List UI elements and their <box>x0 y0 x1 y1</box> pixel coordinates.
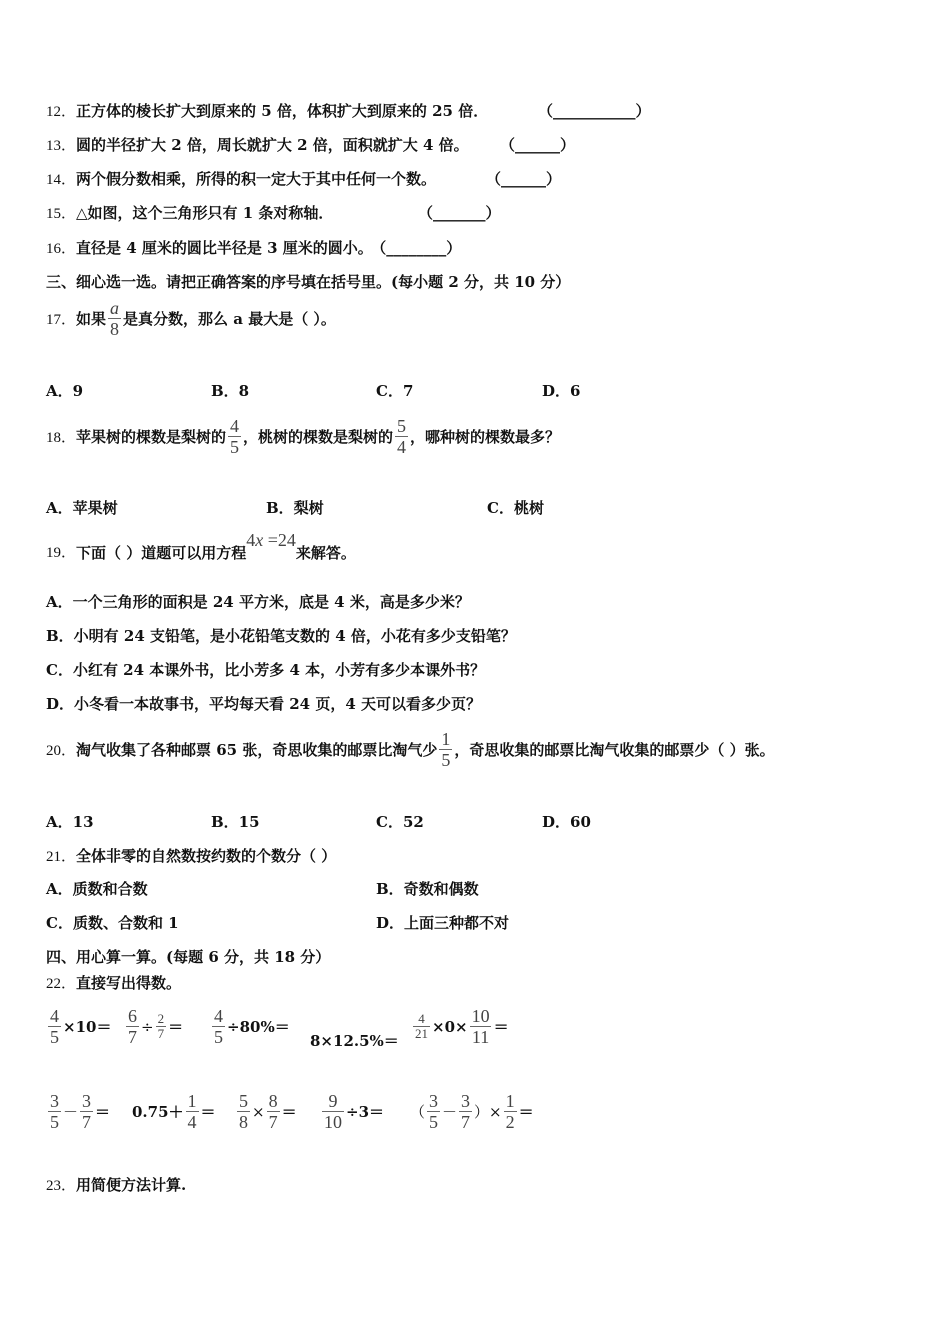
fraction-numerator: 4 <box>418 1011 425 1026</box>
fraction-a-over-8 <box>108 298 121 339</box>
expression-tail: ＝ <box>168 1018 184 1036</box>
expression-tail: ÷80%＝ <box>227 1018 290 1036</box>
fraction-numerator: 4 <box>50 1006 59 1026</box>
section-4-heading: 四、用心算一算。(每题 6 分，共 18 分） <box>46 948 331 966</box>
fraction-numerator: 8 <box>268 1091 278 1111</box>
calc-expression-4 <box>310 1030 399 1051</box>
calc-expression-5 <box>411 1006 509 1047</box>
option-b[interactable]: B．小明有 24 支铅笔，是小花铅笔支数的 4 倍，小花有多少支铅笔？ <box>46 627 516 645</box>
question-17 <box>46 298 336 339</box>
calc-expression-10 <box>410 1091 534 1132</box>
question-15 <box>46 203 333 224</box>
fraction-denominator: 5 <box>230 437 240 457</box>
option-a[interactable]: A．质数和合数 <box>46 880 148 898</box>
fraction-denominator: 7 <box>268 1112 278 1132</box>
question-text-pre: 下面（ ）道题可以用方程 <box>76 544 247 562</box>
fraction-numerator: 5 <box>397 416 407 436</box>
fraction-numerator: 1 <box>441 729 451 749</box>
option-a[interactable]: A．一个三角形的面积是 24 平方米，底是 4 米，高是多少米？ <box>46 593 470 611</box>
question-number: 22． <box>46 976 77 992</box>
fraction-denominator: 5 <box>429 1112 439 1132</box>
question-text: 用简便方法计算. <box>76 1176 187 1194</box>
equation-4x-24 <box>246 530 296 551</box>
calc-expression-8 <box>235 1091 297 1132</box>
fraction-numerator: 3 <box>82 1091 92 1111</box>
expression-text: 8×12.5%＝ <box>310 1032 399 1050</box>
question-13 <box>46 135 469 156</box>
calc-expression-6 <box>46 1091 110 1132</box>
option-c[interactable]: C．52 <box>376 813 424 831</box>
fraction-denominator: 10 <box>324 1112 342 1132</box>
question-text-mid: ，桃树的棵数是梨树的 <box>243 428 394 446</box>
expression-mid: ×0× <box>432 1017 468 1036</box>
fraction-denominator: 7 <box>128 1027 137 1047</box>
expression-tail: ＝ <box>518 1103 534 1121</box>
fraction <box>48 1006 61 1047</box>
fraction-numerator: 9 <box>328 1091 338 1111</box>
fraction <box>186 1091 199 1132</box>
option-d[interactable]: D．60 <box>542 813 591 831</box>
question-number: 21． <box>46 849 77 865</box>
fraction-numerator: 1 <box>505 1091 515 1111</box>
fraction-denominator: 7 <box>157 1026 165 1041</box>
section-3-heading: 三、细心选一选。请把正确答案的序号填在括号里。(每小题 2 分，共 10 分） <box>46 273 571 291</box>
question-number: 12． <box>46 104 77 120</box>
question-text: 正方体的棱长扩大到原来的 5 倍，体积扩大到原来的 25 倍． <box>76 102 489 120</box>
fraction-denominator: 4 <box>187 1112 197 1132</box>
fraction-denominator: 5 <box>214 1027 223 1047</box>
expression-tail: ×10＝ <box>63 1018 112 1036</box>
fraction-numerator: 4 <box>214 1006 223 1026</box>
calc-expression-9 <box>320 1091 384 1132</box>
option-a[interactable]: A．9 <box>46 382 84 400</box>
answer-blank-13[interactable]: （______） <box>500 136 576 154</box>
fraction-denominator: 5 <box>50 1112 59 1132</box>
fraction <box>459 1091 472 1132</box>
calc-expression-7 <box>132 1091 216 1132</box>
fraction-denominator: 2 <box>505 1112 515 1132</box>
fraction-numerator: 2 <box>157 1011 165 1026</box>
calc-expression-1 <box>46 1006 111 1047</box>
fraction <box>267 1091 280 1132</box>
question-16 <box>46 238 461 259</box>
question-number: 16． <box>46 241 77 257</box>
option-c[interactable]: C．桃树 <box>487 499 544 517</box>
question-text-post: 来解答。 <box>295 544 356 562</box>
left-paren: （ <box>410 1103 426 1121</box>
fraction-denominator: 11 <box>471 1027 490 1047</box>
fraction-denominator: 5 <box>441 750 451 770</box>
fraction-denominator: 4 <box>397 437 407 457</box>
expression-tail: ÷3＝ <box>346 1103 385 1121</box>
option-c[interactable]: C．小红有 24 本课外书，比小芳多 4 本，小芳有多少本课外书？ <box>46 661 486 679</box>
question-text-pre: 淘气收集了各种邮票 65 张，奇思收集的邮票比淘气少 <box>76 741 438 759</box>
option-d[interactable]: D．上面三种都不对 <box>376 914 510 932</box>
question-22 <box>46 973 181 994</box>
question-21 <box>46 846 336 867</box>
option-d[interactable]: D．6 <box>542 382 581 400</box>
fraction-numerator: 4 <box>230 416 240 436</box>
question-text-post: ，奇思收集的邮票比淘气收集的邮票少（ ）张。 <box>454 741 775 759</box>
fraction <box>48 1091 61 1132</box>
question-12 <box>46 101 488 122</box>
expression-tail: ＝ <box>200 1103 216 1121</box>
option-b[interactable]: B．8 <box>211 382 250 400</box>
fraction-denominator: 21 <box>415 1026 428 1041</box>
option-c[interactable]: C．质数、合数和 1 <box>46 914 179 932</box>
question-text: △如图，这个三角形只有 1 条对称轴． <box>76 204 334 222</box>
calc-expression-2 <box>124 1006 183 1047</box>
right-paren-times: ）× <box>474 1103 502 1121</box>
equation-coefficient: 4 <box>246 530 256 550</box>
expression-tail: ＝ <box>95 1103 111 1121</box>
expression-tail: ＝ <box>281 1103 297 1121</box>
fraction-numerator: 10 <box>471 1006 490 1026</box>
operator: － <box>442 1103 458 1121</box>
fraction-numerator: 3 <box>461 1091 471 1111</box>
operator: － <box>63 1103 79 1121</box>
fraction-1-5 <box>439 729 452 770</box>
question-text: 两个假分数相乘，所得的积一定大于其中任何一个数。 <box>76 170 437 188</box>
fraction-numerator: 5 <box>239 1091 248 1111</box>
fraction-denominator: 5 <box>50 1027 59 1047</box>
question-text-post: 是真分数，那么 a 最大是（ ）。 <box>123 310 336 328</box>
question-text: 直接写出得数。 <box>76 974 182 992</box>
fraction <box>212 1006 225 1047</box>
fraction <box>413 1012 430 1041</box>
option-a[interactable]: A．苹果树 <box>46 499 118 517</box>
fraction-denominator: 8 <box>110 319 120 339</box>
option-b[interactable]: B．奇数和偶数 <box>376 880 479 898</box>
fraction-denominator: 7 <box>82 1112 92 1132</box>
fraction <box>504 1091 517 1132</box>
option-b[interactable]: B．15 <box>211 813 260 831</box>
operator: × <box>252 1102 265 1121</box>
operator: ÷ <box>141 1017 154 1036</box>
answer-blank-15[interactable]: （_______） <box>418 204 501 222</box>
question-14 <box>46 169 436 190</box>
fraction-5-4 <box>395 416 408 457</box>
equation-rest: =24 <box>263 530 296 550</box>
fraction <box>80 1091 93 1132</box>
fraction-numerator: 6 <box>128 1006 137 1026</box>
option-d[interactable]: D．小冬看一本故事书，平均每天看 24 页，4 天可以看多少页？ <box>46 695 481 713</box>
option-c[interactable]: C．7 <box>376 382 414 400</box>
fraction <box>322 1091 344 1132</box>
question-number: 13． <box>46 138 77 154</box>
answer-blank-12[interactable]: （___________） <box>538 102 651 120</box>
answer-blank-16[interactable]: （________） <box>378 239 462 257</box>
question-19 <box>46 531 356 563</box>
fraction <box>237 1091 250 1132</box>
answer-blank-14[interactable]: （______） <box>486 170 562 188</box>
fraction-numerator: a <box>110 298 120 318</box>
question-18 <box>46 416 560 457</box>
fraction <box>427 1091 440 1132</box>
question-number: 18． <box>46 430 77 446</box>
question-number: 17． <box>46 312 77 328</box>
fraction <box>126 1006 139 1047</box>
question-number: 20． <box>46 743 77 759</box>
option-b[interactable]: B．梨树 <box>266 499 324 517</box>
question-20 <box>46 729 775 770</box>
question-23 <box>46 1175 186 1196</box>
question-text: 全体非零的自然数按约数的个数分（ ） <box>76 847 337 865</box>
question-number: 19． <box>46 545 77 561</box>
fraction-numerator: 1 <box>187 1091 197 1111</box>
fraction <box>156 1012 167 1041</box>
calc-expression-3 <box>210 1006 290 1047</box>
question-number: 23． <box>46 1178 77 1194</box>
fraction-denominator: 8 <box>239 1112 248 1132</box>
question-text-pre: 如果 <box>76 310 107 328</box>
question-text-post: ，哪种树的棵数最多？ <box>410 428 561 446</box>
fraction-numerator: 3 <box>429 1091 439 1111</box>
question-text: 直径是 4 厘米的圆比半径是 3 厘米的圆小。 <box>76 239 373 257</box>
expression-tail: ＝ <box>493 1018 509 1036</box>
expression-pre: 0.75＋ <box>132 1103 184 1121</box>
fraction-denominator: 7 <box>461 1112 471 1132</box>
option-a[interactable]: A．13 <box>46 813 94 831</box>
equation-variable: x <box>255 530 264 550</box>
question-number: 15． <box>46 206 77 222</box>
fraction <box>470 1006 492 1047</box>
fraction-numerator: 3 <box>50 1091 59 1111</box>
question-text-pre: 苹果树的棵数是梨树的 <box>76 428 227 446</box>
question-number: 14． <box>46 172 77 188</box>
question-text: 圆的半径扩大 2 倍，周长就扩大 2 倍，面积就扩大 4 倍。 <box>76 136 469 154</box>
fraction-4-5 <box>228 416 241 457</box>
